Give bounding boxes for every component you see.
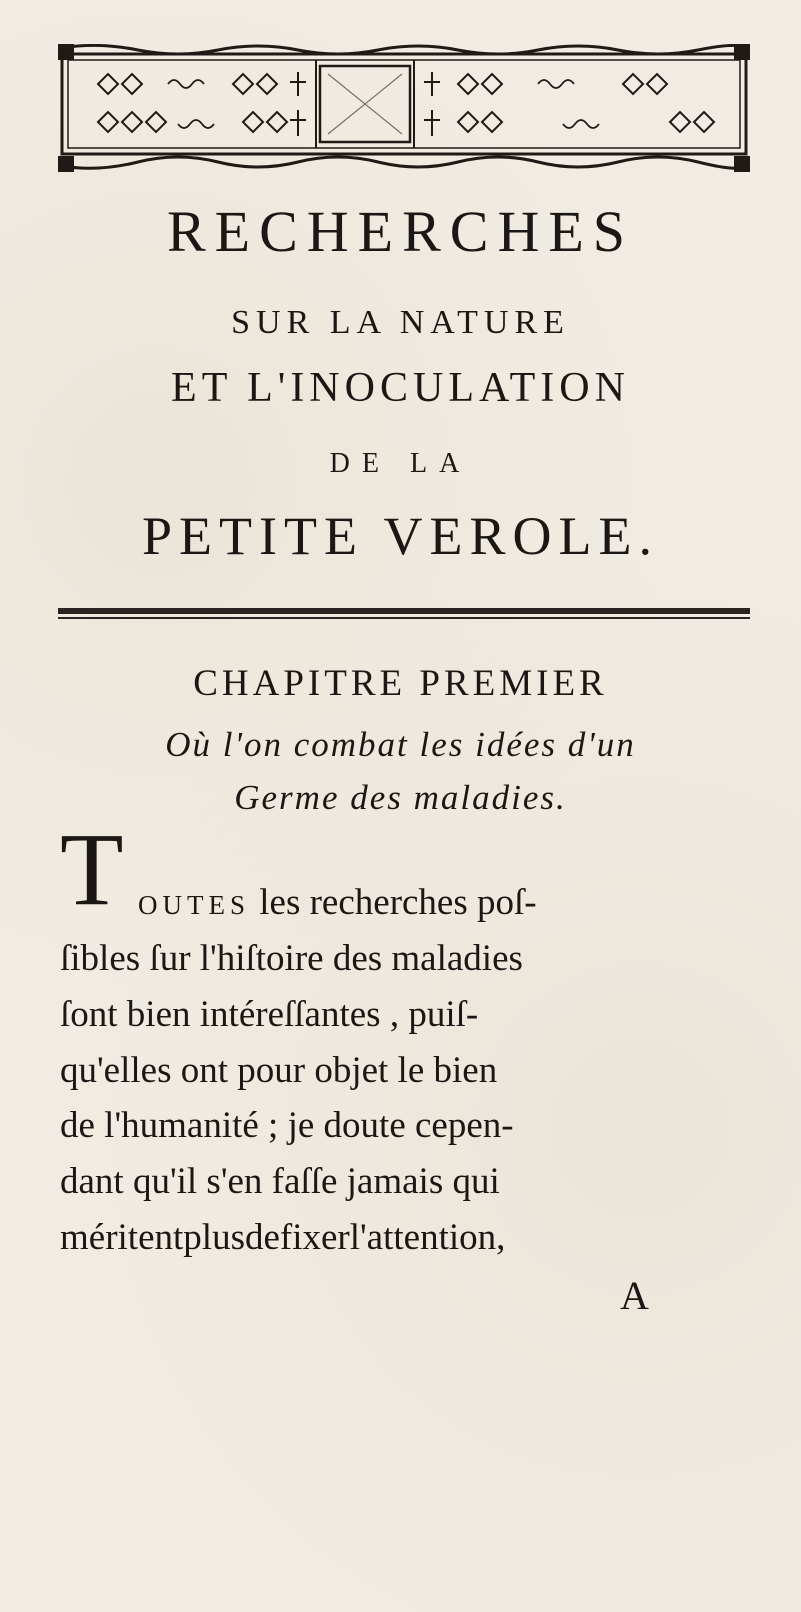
body-line-5: de l'humanité ; je doute cepen- xyxy=(60,1105,514,1146)
chapter-subtitle-line-1: Où l'on combat les idées d'un xyxy=(165,725,636,764)
divider-thin xyxy=(58,617,750,619)
title-line-2: SUR LA NATURE xyxy=(231,304,570,341)
body-line-2: ſibles ſur l'hiſtoire des maladies xyxy=(60,938,523,979)
title-line-3: ET L'INOCULATION xyxy=(171,365,630,411)
ornamental-headpiece xyxy=(58,44,750,174)
title-line-5: PETITE VEROLE. xyxy=(142,506,659,566)
first-word-rest: OUTES xyxy=(138,890,250,920)
body-line-3: ſont bien intéreſſantes , puiſ- xyxy=(60,994,479,1035)
signature-mark: A xyxy=(620,1273,649,1318)
divider-thick xyxy=(58,608,750,614)
title-line-1: RECHERCHES xyxy=(166,199,635,264)
body-line-4: qu'elles ont pour objet le bien xyxy=(60,1050,498,1091)
body-line-7: méritentplusdefixerl'attention, xyxy=(60,1217,506,1258)
chapter-subtitle-line-2: Germe des maladies. xyxy=(234,778,567,817)
body-line-1 xyxy=(138,884,750,921)
body-line-1-text: les recherches poſ- xyxy=(259,882,537,923)
title-line-4: DE LA xyxy=(329,448,472,479)
chapter-heading: CHAPITRE PREMIER xyxy=(193,663,608,704)
drop-cap: T xyxy=(60,812,124,927)
body-line-6: dant qu'il s'en faſſe jamais qui xyxy=(60,1161,500,1202)
